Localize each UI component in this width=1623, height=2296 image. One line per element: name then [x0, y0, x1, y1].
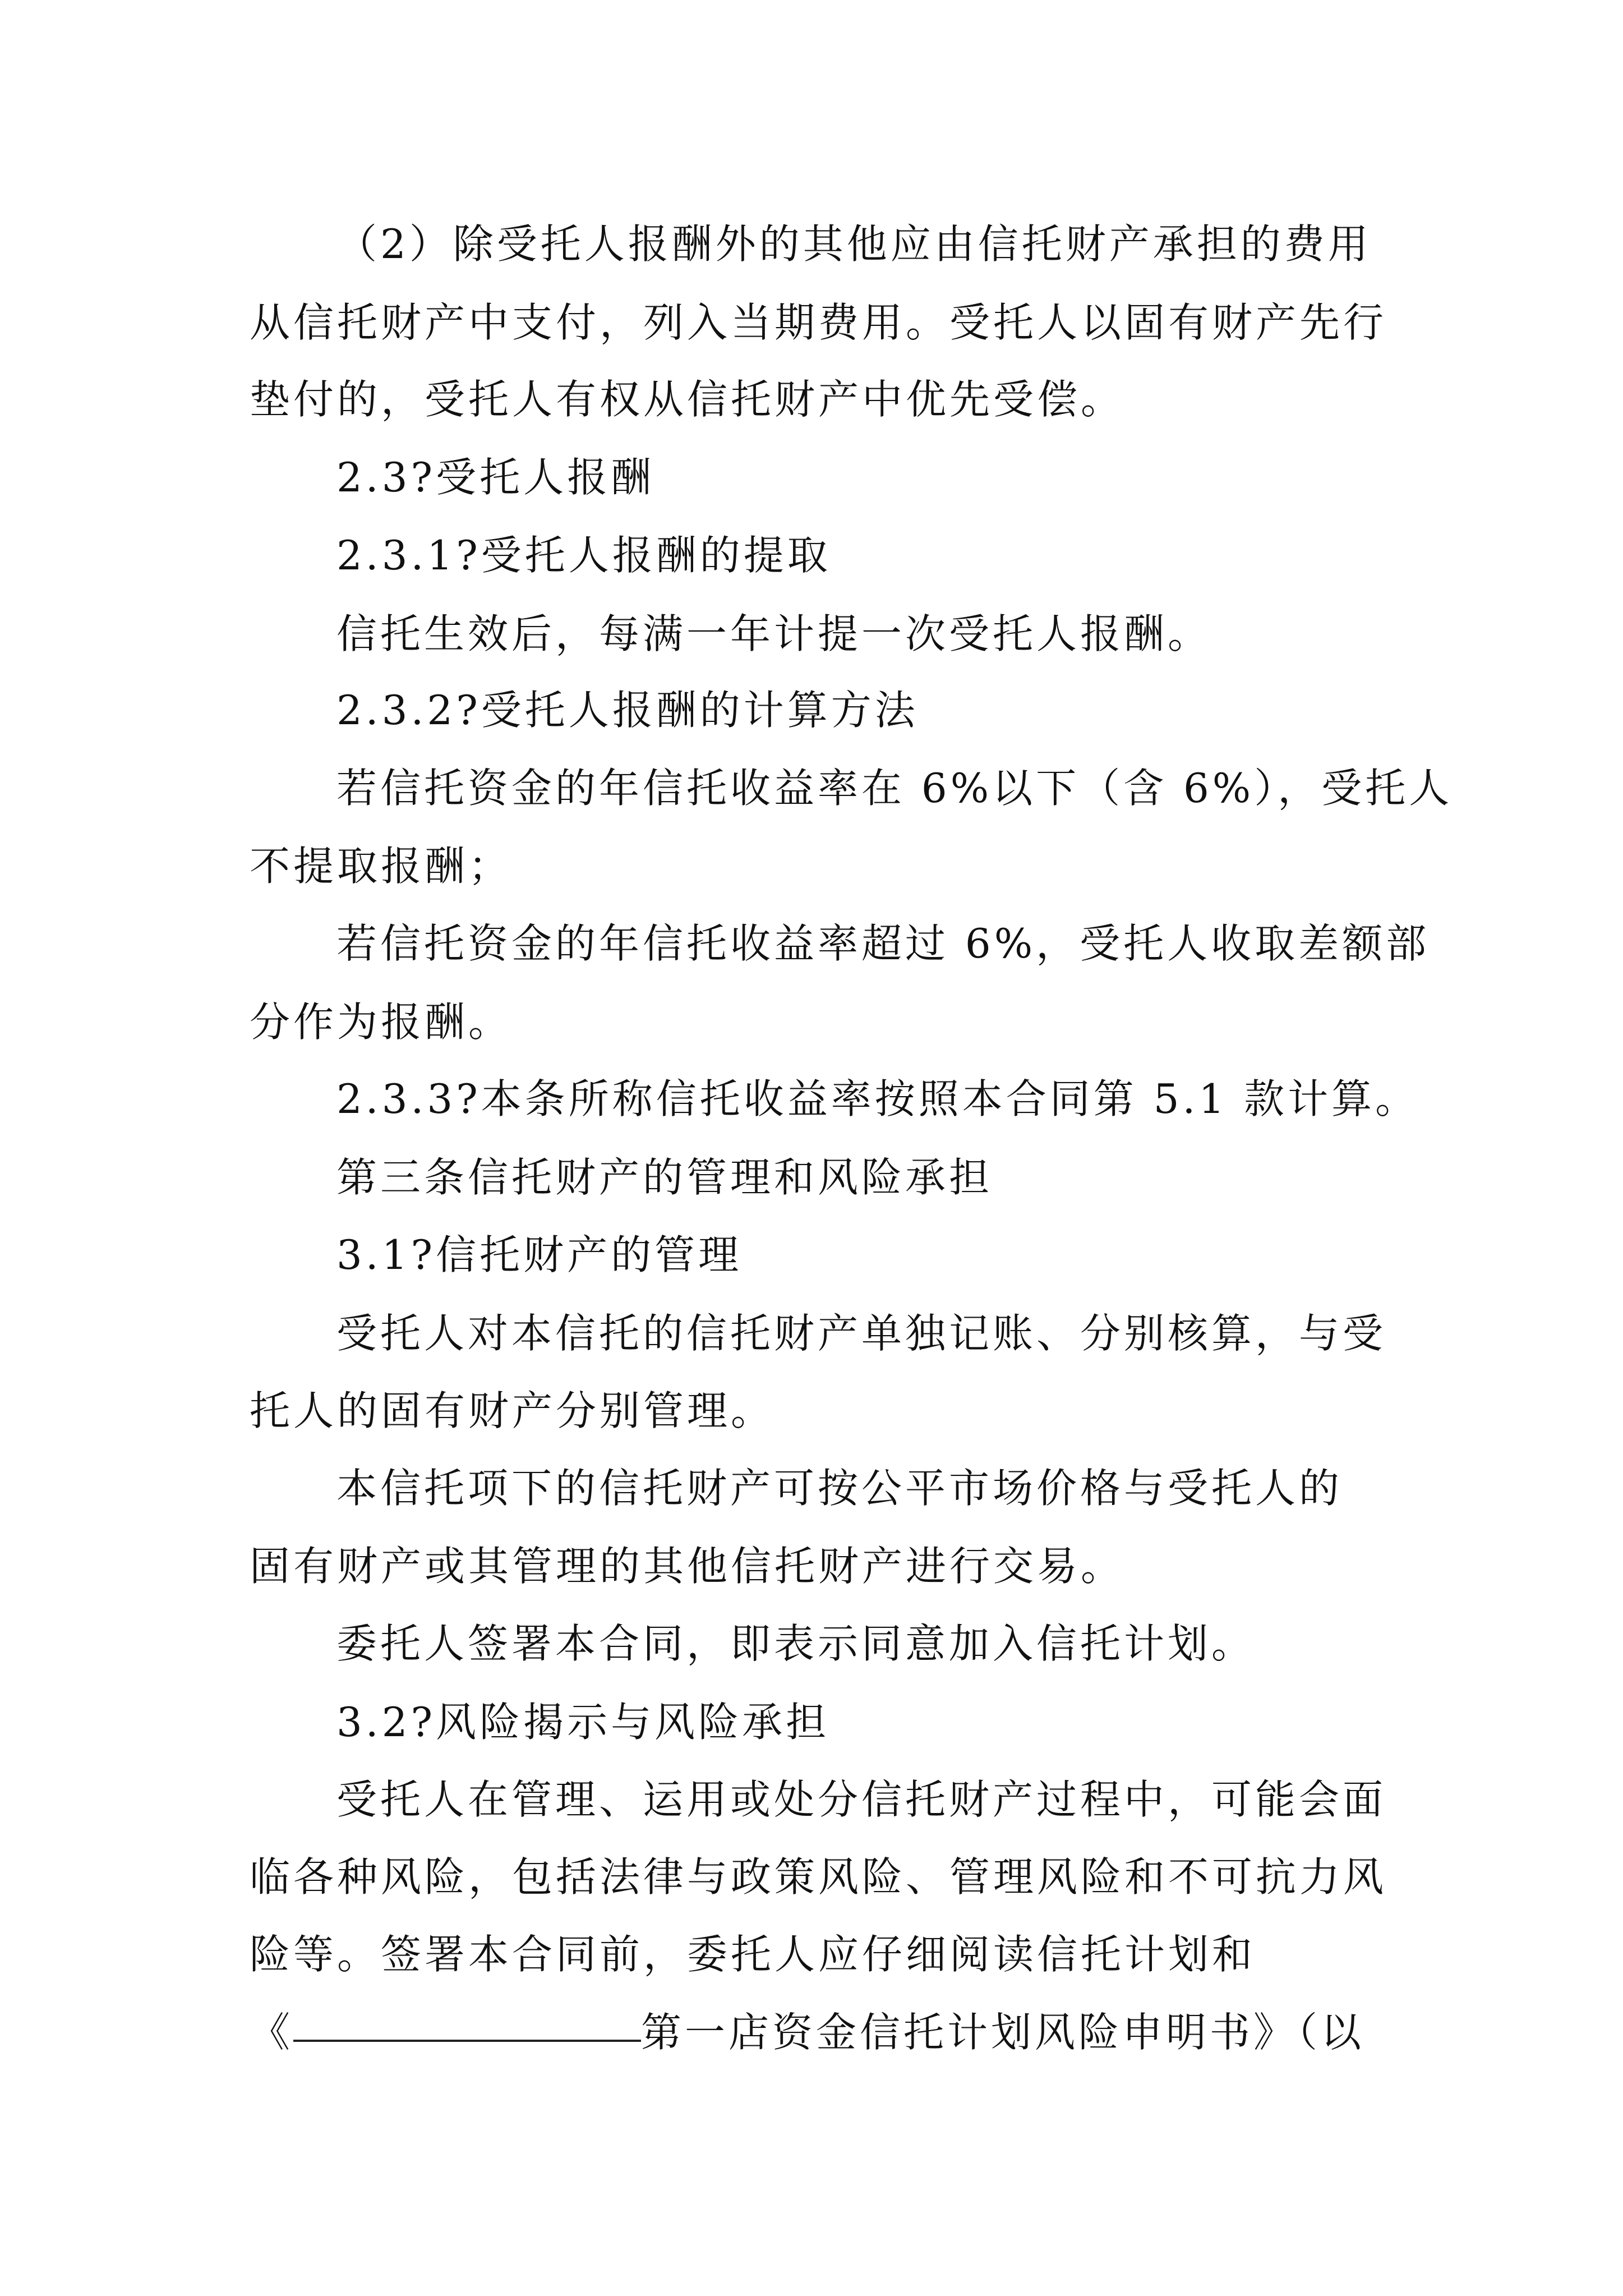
- open-quote: 《: [250, 2009, 294, 2056]
- paragraph-line: 临各种风险，包括法律与政策风险、管理风险和不可抗力风: [250, 1853, 1387, 1901]
- paragraph-line: （2）除受托人报酬外的其他应由信托财产承担的费用: [336, 220, 1372, 268]
- paragraph-line: 不提取报酬；: [250, 843, 513, 890]
- paragraph-line: 受托人在管理、运用或处分信托财产过程中，可能会面: [336, 1776, 1387, 1823]
- paragraph-line: 托人的固有财产分别管理。: [250, 1387, 775, 1434]
- paragraph-line: 垫付的，受托人有权从信托财产中优先受偿。: [250, 376, 1125, 423]
- paragraph-line-with-blank: [0, 1993, 1623, 2072]
- section-heading: 2.3?受托人报酬: [336, 454, 655, 501]
- paragraph-line-rest: 第一店资金信托计划风险申明书》（以: [641, 2009, 1365, 2056]
- paragraph-line: 本信托项下的信托财产可按公平市场价格与受托人的: [336, 1465, 1343, 1512]
- paragraph-line: 从信托财产中支付，列入当期费用。受托人以固有财产先行: [250, 299, 1387, 346]
- paragraph-line: 险等。签署本合同前，委托人应仔细阅读信托计划和: [250, 1931, 1256, 1978]
- paragraph-line: 分作为报酬。: [250, 999, 513, 1046]
- subsection-heading: 2.3.3?本条所称信托收益率按照本合同第 5.1 款计算。: [336, 1075, 1419, 1122]
- paragraph-line: 固有财产或其管理的其他信托财产进行交易。: [250, 1543, 1125, 1590]
- subsection-heading: 2.3.2?受托人报酬的计算方法: [336, 687, 919, 734]
- section-heading: 3.1?信托财产的管理: [336, 1231, 743, 1278]
- article-heading: 第三条信托财产的管理和风险承担: [336, 1154, 993, 1201]
- fill-in-blank: [293, 1999, 641, 2042]
- paragraph-line: 若信托资金的年信托收益率超过 6%，受托人收取差额部: [336, 920, 1430, 967]
- subsection-heading: 2.3.1?受托人报酬的提取: [336, 532, 831, 579]
- paragraph-line: 受托人对本信托的信托财产单独记账、分别核算，与受: [336, 1310, 1387, 1357]
- paragraph-line: 委托人签署本合同，即表示同意加入信托计划。: [336, 1620, 1256, 1667]
- paragraph-line: 若信托资金的年信托收益率在 6%以下（含 6%），受托人: [336, 765, 1453, 812]
- section-heading: 3.2?风险揭示与风险承担: [336, 1699, 830, 1746]
- paragraph-line: 信托生效后，每满一年计提一次受托人报酬。: [336, 610, 1212, 657]
